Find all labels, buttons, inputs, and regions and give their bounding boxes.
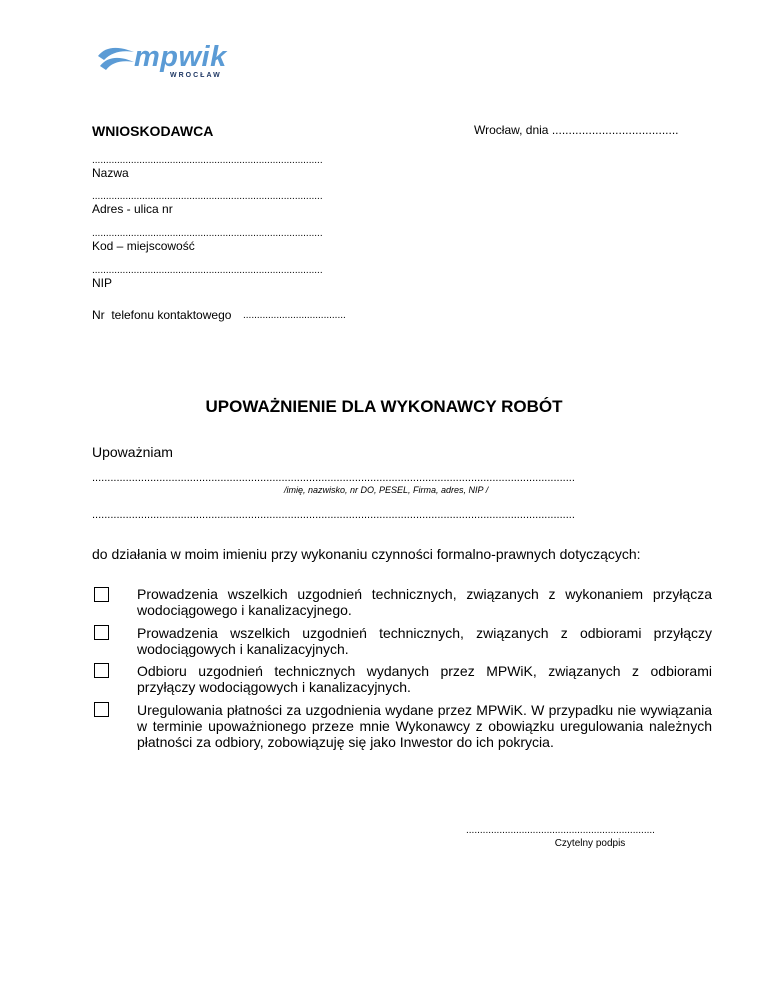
wave-logo-icon — [96, 44, 136, 80]
name-dots: ................................................................................... — [92, 155, 323, 166]
option-1-checkbox[interactable] — [94, 587, 109, 602]
option-4-text: Uregulowania płatności za uzgodnienia wydane przez MPWiK. W przypadku nie wywiązania w terminie upoważnionego przeze mnie Wykonawcy z obowiązku uregulowania należnych płatności za odbiory, zobowiązuję się jako Inwestor do ich pokrycia. — [137, 702, 712, 750]
address-label: Adres - ulica nr — [92, 202, 173, 216]
address-dots: ................................................................................... — [92, 191, 323, 202]
authorized-person-dots: .............................................................................................................................................................. — [92, 472, 575, 484]
authorized-person-dots-2: .............................................................................................................................................................. — [92, 509, 575, 521]
applicant-title: WNIOSKODAWCA — [92, 123, 214, 139]
postcode-label: Kod – miejscowość — [92, 239, 195, 253]
signature-dots: .................................................................... — [466, 825, 655, 836]
logo-wordmark: mpwik — [134, 41, 227, 73]
signature-label: Czytelny podpis — [554, 838, 626, 849]
postcode-dots: ................................................................................... — [92, 228, 323, 239]
option-4-checkbox[interactable] — [94, 702, 109, 717]
option-3-checkbox[interactable] — [94, 663, 109, 678]
authorize-label: Upoważniam — [92, 444, 173, 460]
option-2-text: Prowadzenia wszelkich uzgodnień technicznych, związanych z odbiorami przyłączy wodociągowych i kanalizacyjnych. — [137, 625, 712, 657]
nip-dots: ................................................................................... — [92, 265, 323, 276]
intro-text: do działania w moim imieniu przy wykonaniu czynności formalno-prawnych dotyczących: — [92, 546, 641, 562]
logo-city: WROCŁAW — [170, 72, 222, 79]
option-1-text: Prowadzenia wszelkich uzgodnień technicznych, związanych z wykonaniem przyłącza wodociągowego i kanalizacyjnego. — [137, 586, 712, 618]
nip-label: NIP — [92, 276, 113, 290]
option-3-text: Odbioru uzgodnień technicznych wydanych przez MPWiK, związanych z odbiorami przyłączy wodociągowych i kanalizacyjnych. — [137, 663, 712, 695]
authorized-person-hint: /imię, nazwisko, nr DO, PESEL, Firma, adres, NIP / — [284, 485, 489, 495]
phone-dots: ..................................... — [243, 310, 346, 321]
phone-label: Nr telefonu kontaktowego — [92, 308, 232, 322]
place-date-line: Wrocław, dnia ...................................... — [474, 123, 679, 137]
option-2-checkbox[interactable] — [94, 625, 109, 640]
page-title: UPOWAŻNIENIE DLA WYKONAWCY ROBÓT — [205, 397, 563, 416]
name-label: Nazwa — [92, 166, 129, 180]
